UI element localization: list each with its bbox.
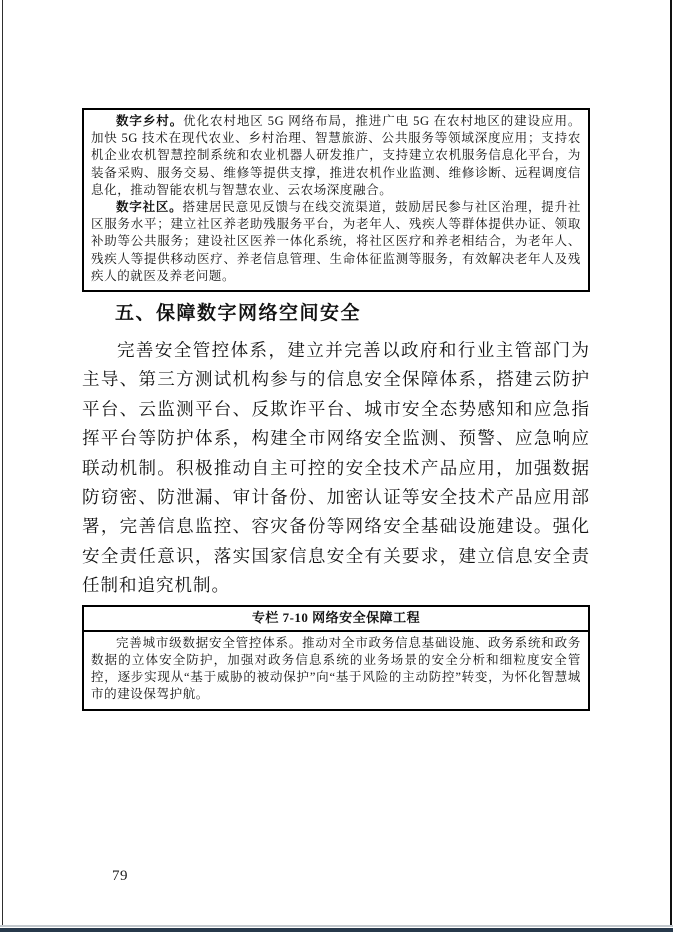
column-7-10-box xyxy=(82,605,590,711)
column-7-10-body: 完善城市级数据安全管控体系。推动对全市政务信息基础设施、政务系统和政务数据的立体安全防护，加强对政务信息系统的业务场景的安全分析和细粒度安全管控，逐步实现从“基于威胁的被动保护”向“基于风险的主动防控”转变，为怀化智慧城市的建设保驾护航。 xyxy=(91,635,581,702)
page-right-border xyxy=(670,0,672,926)
column-7-10-title: 专栏 7-10 网络安全保障工程 xyxy=(84,607,588,632)
page-left-border xyxy=(2,0,3,926)
digital-community-paragraph xyxy=(91,199,581,285)
section-body-paragraph: 完善安全管控体系，建立并完善以政府和行业主管部门为主导、第三方测试机构参与的信息安全保障体系，搭建云防护平台、云监测平台、反欺诈平台、城市安全态势感知和应急指挥平台等防护体系，构建全市网络安全监测、预警、应急响应联动机制。积极推动自主可控的安全技术产品应用，加强数据防窃密、防泄漏、审计备份、加密认证等安全技术产品应用部署，完善信息监控、容灾备份等网络安全基础设施建设。强化安全责任意识，落实国家信息安全有关要求，建立信息安全责任制和追究机制。 xyxy=(82,340,590,596)
window-bottom-edge xyxy=(0,925,673,932)
page-number: 79 xyxy=(112,868,128,884)
page-content-column xyxy=(82,108,590,711)
section-heading: 五、保障数字网络空间安全 xyxy=(115,303,362,325)
digital-community-lead: 数字社区。 xyxy=(116,200,183,215)
digital-village-lead: 数字乡村。 xyxy=(116,114,184,128)
digital-village-community-box xyxy=(82,108,590,292)
digital-village-paragraph xyxy=(91,113,581,199)
digital-village-text: 优化农村地区 5G 网络布局，推进广电 5G 在农村地区的建设应用。加快 5G 技术在现代农业、乡村治理、智慧旅游、公共服务等领域深度应用；支持农机企业农机智慧控制系统和农业机器人研发推广，支持建立农机服务信息化平台，为装备采购、服务交易、维修等提供支撑，推进农机作业监测、维修诊断、远程调度信息化，推动智能农机与智慧农业、云农场深度融合。 xyxy=(91,114,581,197)
digital-community-text: 搭建居民意见反馈与在线交流渠道，鼓励居民参与社区治理，提升社区服务水平；建立社区养老助残服务平台，为老年人、残疾人等群体提供办证、领取补助等公共服务；建设社区医养一体化系统，将社区医疗和养老相结合，为老年人、残疾人等提供移动医疗、养老信息管理、生命体征监测等服务，有效解决老年人及残疾人的就医及养老问题。 xyxy=(91,200,581,283)
